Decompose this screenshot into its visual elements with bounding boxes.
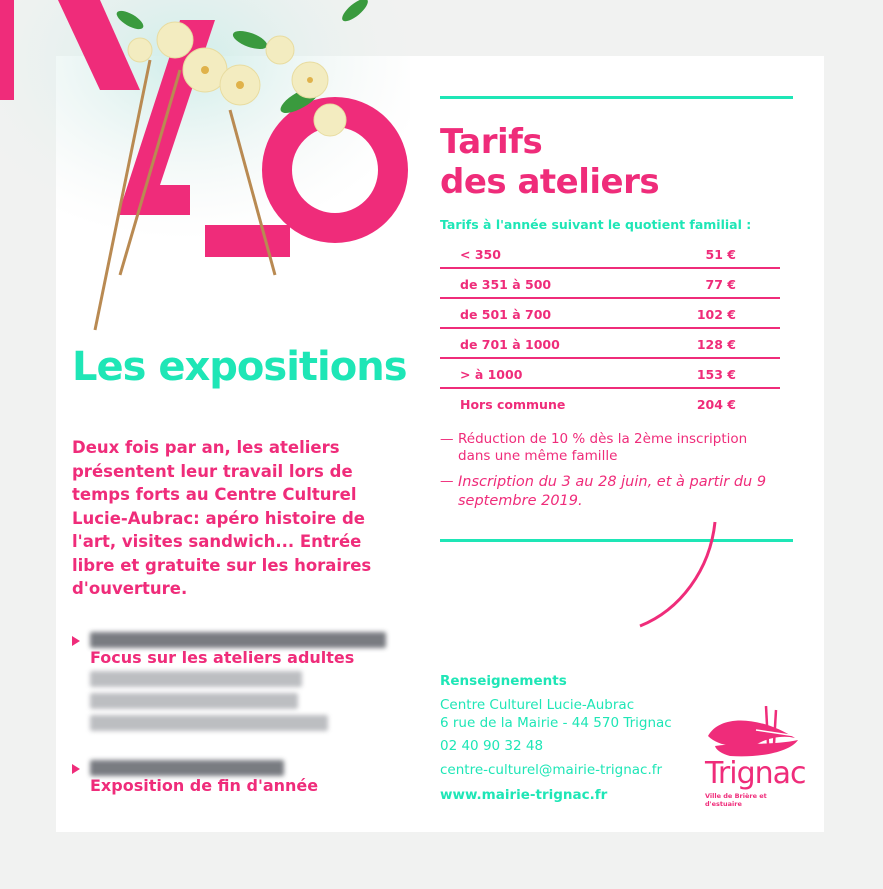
note-text: Inscription du 3 au 28 juin, et à partir du 9 septembre 2019.: [458, 474, 767, 509]
event-item: [72, 632, 386, 731]
rate-label: de 351 à 500: [460, 277, 552, 292]
contact-venue: Centre Culturel Lucie-Aubrac: [440, 697, 635, 713]
contact-email-link[interactable]: centre-culturel@mairie-trignac.fr: [440, 762, 663, 778]
tarifs-title-line: des ateliers: [440, 162, 660, 202]
rate-price: 51 €: [705, 247, 736, 262]
rate-label: de 501 à 700: [460, 307, 552, 322]
redacted-date: [90, 632, 386, 648]
rate-price: 77 €: [705, 277, 736, 292]
rate-label: < 350: [460, 247, 501, 262]
bullet-arrow-icon: [72, 636, 80, 646]
expositions-title: Les expositions: [72, 344, 407, 390]
note-text: Réduction de 10 % dès la 2ème inscription dans une même famille: [458, 431, 748, 464]
decorative-curve: [630, 520, 730, 630]
top-divider: [440, 96, 793, 99]
redacted-line: [90, 671, 302, 687]
rate-row: [440, 329, 780, 359]
tarifs-intro: Tarifs à l'année suivant le quotient familial :: [440, 217, 752, 232]
registration-note: [440, 473, 770, 511]
rate-price: 128 €: [696, 337, 736, 352]
note-dash: —: [440, 473, 454, 489]
bottom-divider: [440, 539, 793, 542]
expositions-description: Deux fois par an, les ateliers présentent leur travail lors de temps forts au Centre Culturel Lucie-Aubrac: apéro histoire de l'art, visites sandwich... Entrée libre et gratuite sur les horaires d'ouverture.: [72, 438, 372, 598]
rate-label: de 701 à 1000: [460, 337, 560, 352]
rate-row: [440, 239, 780, 269]
contact-heading: Renseignements: [440, 673, 567, 689]
event-title: Exposition de fin d'année: [90, 776, 319, 795]
redacted-date: [90, 760, 284, 776]
rate-row: [440, 389, 780, 417]
digit-fragment: [0, 0, 14, 100]
tarifs-title-line: Tarifs: [440, 122, 543, 162]
tarifs-title: [440, 122, 659, 202]
rate-label: Hors commune: [460, 397, 566, 412]
redacted-line: [90, 693, 298, 709]
rate-label: > à 1000: [460, 367, 523, 382]
rate-row: [440, 299, 780, 329]
event-item: [72, 760, 318, 795]
redacted-line: [90, 715, 328, 731]
website-link[interactable]: www.mairie-trignac.fr: [440, 787, 608, 803]
note-dash: —: [440, 431, 454, 447]
contact-phone: 02 40 90 32 48: [440, 738, 544, 754]
bullet-arrow-icon: [72, 764, 80, 774]
logo-wordmark: Trignac: [705, 756, 806, 791]
rate-price: 102 €: [696, 307, 736, 322]
logo-tagline: Ville de Brière et d'estuaire: [705, 792, 767, 808]
rate-price: 204 €: [696, 397, 736, 412]
contact-address: 6 rue de la Mairie - 44 570 Trignac: [440, 715, 672, 731]
discount-note: [440, 431, 770, 465]
rates-table: [440, 239, 780, 417]
rate-row: [440, 359, 780, 389]
rate-row: [440, 269, 780, 299]
event-title: Focus sur les ateliers adultes: [90, 648, 355, 667]
rate-price: 153 €: [696, 367, 736, 382]
